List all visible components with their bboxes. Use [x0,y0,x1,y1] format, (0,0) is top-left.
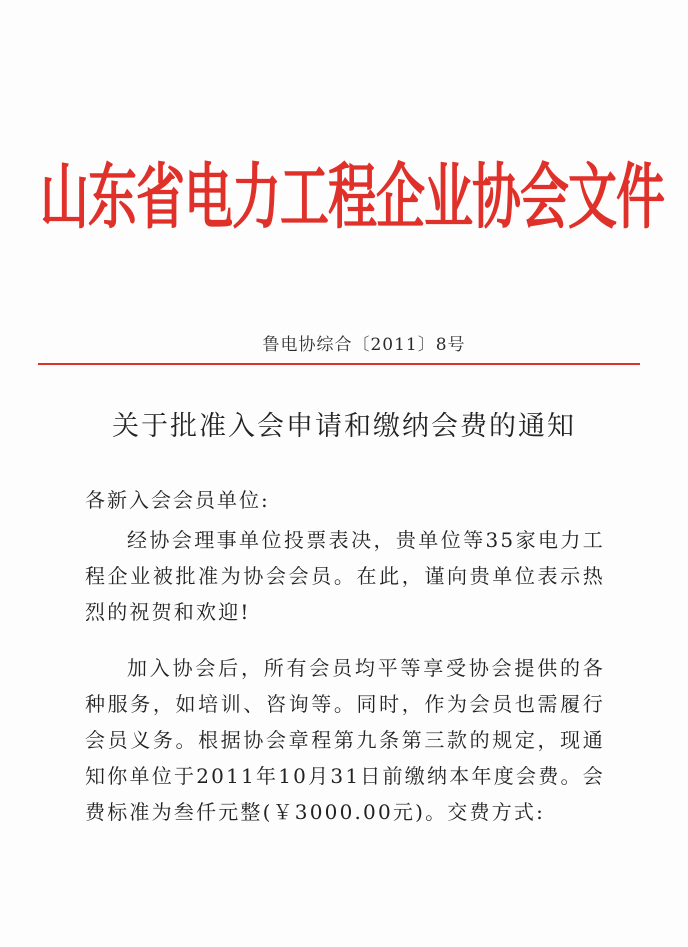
body-paragraph: 加入协会后，所有会员均平等享受协会提供的各种服务，如培训、咨询等。同时，作为会员也需履行会员义务。根据协会章程第九条第三款的规定，现通知你单位于2011年10月31日前缴纳本年度会费。会费标准为叁仟元整(￥3000.00元)。交费方式: [85,656,605,824]
notice-title: 关于批准入会申请和缴纳会费的通知 [112,411,576,442]
salutation: 各新入会会员单位: [85,488,270,512]
body-paragraph: 经协会理事单位投票表决，贵单位等35家电力工程企业被批准为协会会员。在此，谨向贵单位表示热烈的祝贺和欢迎! [85,528,605,624]
red-divider-line [38,363,640,365]
document-number: 鲁电协综合〔2011〕8号 [262,335,466,355]
masthead-title: 山东省电力工程企业协会文件 [40,156,665,239]
